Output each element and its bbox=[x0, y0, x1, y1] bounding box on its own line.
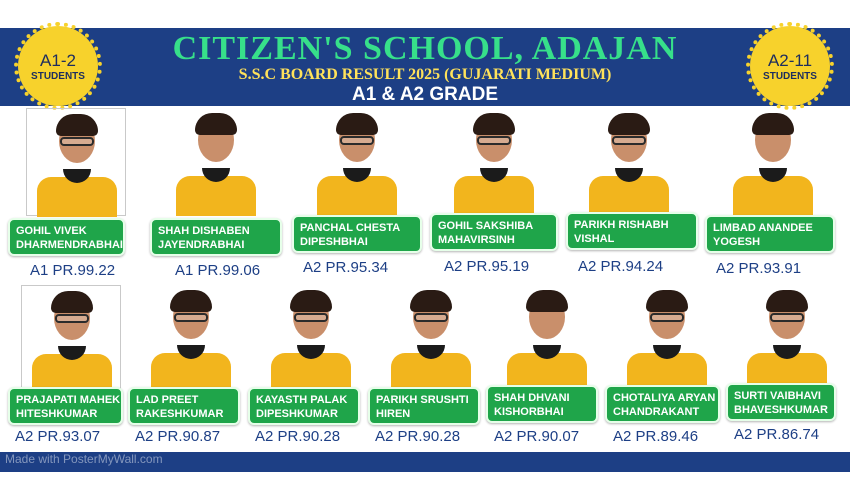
student-name-line2: VISHAL bbox=[574, 233, 615, 245]
watermark-text: Made with PosterMyWall.com bbox=[5, 452, 163, 466]
student-photo bbox=[26, 108, 126, 216]
student-photo bbox=[579, 108, 679, 216]
student-name-line1: GOHIL SAKSHIBA bbox=[438, 220, 534, 232]
student-result: A2 PR.90.07 bbox=[494, 428, 580, 445]
student-photo bbox=[21, 285, 121, 393]
student-card bbox=[568, 108, 690, 216]
grade-heading: A1 & A2 GRADE bbox=[351, 84, 499, 105]
student-name-line1: SHAH DISHABEN bbox=[158, 225, 250, 237]
school-title: CITIZEN'S SCHOOL, ADAJAN bbox=[172, 30, 678, 67]
student-photo bbox=[381, 285, 481, 393]
student-result: A2 PR.94.24 bbox=[578, 258, 664, 275]
student-name-line2: CHANDRAKANT bbox=[613, 406, 700, 418]
badge-a1-caption: STUDENTS bbox=[31, 70, 85, 82]
student-name-box bbox=[8, 218, 125, 256]
student-card bbox=[155, 108, 277, 216]
student-photo bbox=[444, 108, 544, 216]
result-subtitle: S.S.C BOARD RESULT 2025 (GUJARATI MEDIUM) bbox=[238, 66, 612, 83]
badge-a2-caption: STUDENTS bbox=[763, 70, 817, 82]
student-card bbox=[486, 285, 608, 393]
student-card bbox=[15, 108, 137, 216]
student-name-line1: SHAH DHVANI bbox=[494, 392, 570, 404]
student-card bbox=[726, 285, 848, 393]
student-name-box bbox=[128, 387, 240, 425]
student-result: A2 PR.93.07 bbox=[15, 428, 101, 445]
student-result: A1 PR.99.06 bbox=[175, 262, 261, 279]
student-name-line1: PARIKH SRUSHTI bbox=[376, 394, 469, 406]
student-result: A2 PR.90.28 bbox=[375, 428, 461, 445]
student-name-box bbox=[248, 387, 360, 425]
student-name-line2: DHARMENDRABHAI bbox=[16, 239, 123, 251]
student-name-line2: DIPESHKUMAR bbox=[256, 408, 338, 420]
student-name-box bbox=[605, 385, 720, 423]
student-name-line1: SURTI VAIBHAVI bbox=[734, 390, 821, 402]
student-photo bbox=[166, 108, 266, 216]
header-banner bbox=[0, 28, 850, 106]
student-name-line2: RAKESHKUMAR bbox=[136, 408, 224, 420]
student-result: A2 PR.90.28 bbox=[255, 428, 341, 445]
student-name-line1: CHOTALIYA ARYAN bbox=[613, 392, 716, 404]
student-name-box bbox=[150, 218, 282, 256]
student-name-box bbox=[292, 215, 422, 253]
student-name-line1: LIMBAD ANANDEE bbox=[713, 222, 813, 234]
student-photo bbox=[617, 285, 717, 393]
student-result: A2 PR.95.34 bbox=[303, 259, 389, 276]
student-card bbox=[10, 285, 132, 393]
student-name-line1: KAYASTH PALAK bbox=[256, 394, 348, 406]
badge-a2-count bbox=[750, 26, 830, 106]
student-card bbox=[250, 285, 372, 393]
student-name-line2: HITESHKUMAR bbox=[16, 408, 98, 420]
student-name-box bbox=[726, 383, 836, 421]
student-photo bbox=[307, 108, 407, 216]
badge-a1-label: A1-2 bbox=[40, 50, 76, 70]
student-name-line1: GOHIL VIVEK bbox=[16, 225, 87, 237]
student-name-line2: KISHORBHAI bbox=[494, 406, 564, 418]
student-name-box bbox=[566, 212, 698, 250]
student-name-line1: PRAJAPATI MAHEK bbox=[16, 394, 121, 406]
student-name-line2: MAHAVIRSINH bbox=[438, 234, 515, 246]
student-result: A1 PR.99.22 bbox=[30, 262, 116, 279]
student-name-line1: PANCHAL CHESTA bbox=[300, 222, 401, 234]
student-photo bbox=[723, 108, 823, 216]
student-name-line2: DIPESHBHAI bbox=[300, 236, 368, 248]
badge-a1-count bbox=[18, 26, 98, 106]
student-name-line1: LAD PREET bbox=[136, 394, 199, 406]
student-name-line2: HIREN bbox=[376, 408, 411, 420]
student-name-line2: YOGESH bbox=[713, 236, 761, 248]
student-name-box bbox=[486, 385, 598, 423]
student-card bbox=[606, 285, 728, 393]
badge-a2-label: A2-11 bbox=[767, 50, 813, 70]
student-card bbox=[130, 285, 252, 393]
student-card bbox=[712, 108, 834, 216]
student-result: A2 PR.95.19 bbox=[444, 258, 530, 275]
student-result: A2 PR.93.91 bbox=[716, 260, 802, 277]
student-card bbox=[296, 108, 418, 216]
student-result: A2 PR.90.87 bbox=[135, 428, 221, 445]
student-photo bbox=[497, 285, 597, 393]
student-name-line1: PARIKH RISHABH bbox=[574, 219, 669, 231]
student-card bbox=[370, 285, 492, 393]
student-name-box bbox=[430, 213, 558, 251]
student-photo bbox=[261, 285, 361, 393]
student-photo bbox=[737, 285, 837, 393]
student-photo bbox=[141, 285, 241, 393]
student-name-line2: BHAVESHKUMAR bbox=[734, 404, 828, 416]
student-name-box bbox=[368, 387, 480, 425]
student-result: A2 PR.86.74 bbox=[734, 426, 820, 443]
student-name-box bbox=[8, 387, 123, 425]
student-name-line2: JAYENDRABHAI bbox=[158, 239, 245, 251]
student-name-box bbox=[705, 215, 835, 253]
student-card bbox=[433, 108, 555, 216]
student-result: A2 PR.89.46 bbox=[613, 428, 699, 445]
